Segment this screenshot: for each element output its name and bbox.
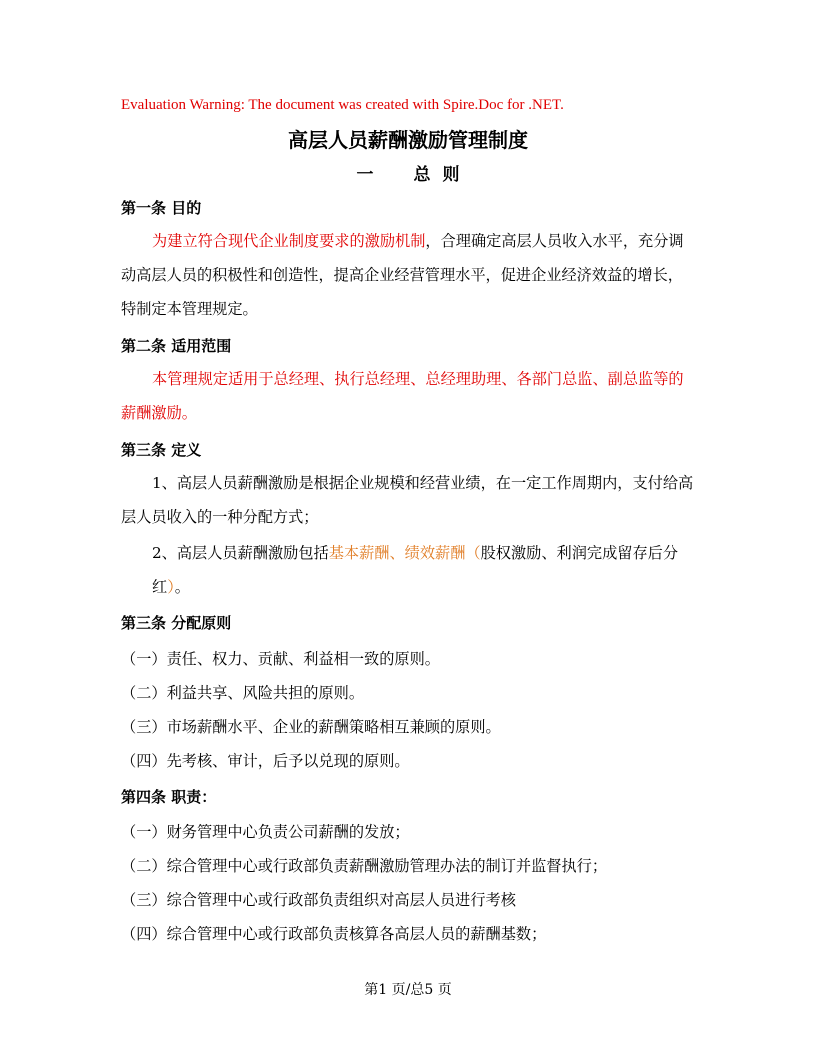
article-1-paragraph (121, 224, 697, 326)
article-4-heading: 第三条 分配原则 (121, 614, 232, 632)
article-3-item-2-orange-2: ） (167, 578, 175, 596)
article-3-item-1-text: 1、高层人员薪酬激励是根据企业规模和经营业绩，在一定工作周期内，支付给高层人员收入的一种分配方式； (121, 474, 694, 526)
article-3-item-2-end: 。 (174, 578, 190, 596)
principle-item: （四）先考核、审计，后予以兑现的原则。 (121, 752, 410, 770)
chapter-name-first: 总 (413, 165, 431, 185)
page-footer: 第1 页/总5 页 (364, 982, 452, 998)
duty-item: （四）综合管理中心或行政部负责核算各高层人员的薪酬基数； (121, 925, 547, 943)
article-1-heading: 第一条 目的 (121, 199, 202, 217)
article-1-text: ，合理确定高层人员收入水平，充分调动高层人员的积极性和创造性，提高企业经营管理水平，促进企业经济效益的增长，特制定本管理规定。 (121, 232, 684, 318)
article-3-item-1 (121, 466, 697, 534)
principle-item: （三）市场薪酬水平、企业的薪酬策略相互兼顾的原则。 (121, 718, 501, 736)
article-3-heading: 第三条 定义 (121, 441, 202, 459)
duty-item: （一）财务管理中心负责公司薪酬的发放； (121, 823, 410, 841)
chapter-name-second: 则 (442, 165, 460, 185)
chapter-number: 一 (356, 165, 374, 185)
article-5-heading: 第四条 职责： (121, 788, 217, 806)
article-1-red-text: 为建立符合现代企业制度要求的激励机制 (152, 232, 426, 250)
duty-item: （三）综合管理中心或行政部负责组织对高层人员进行考核 (121, 891, 516, 909)
document-title: 高层人员薪酬激励管理制度 (288, 128, 528, 152)
article-3-item-2-prefix: 2、高层人员薪酬激励包括 (152, 544, 329, 562)
article-3-item-2 (152, 536, 697, 604)
chapter-heading (0, 160, 816, 185)
article-2-heading: 第二条 适用范围 (121, 337, 232, 355)
evaluation-warning: Evaluation Warning: The document was created with Spire.Doc for .NET. (121, 97, 564, 113)
principle-item: （一）责任、权力、贡献、利益相一致的原则。 (121, 650, 440, 668)
principle-item: （二）利益共享、风险共担的原则。 (121, 684, 364, 702)
duty-item: （二）综合管理中心或行政部负责薪酬激励管理办法的制订并监督执行； (121, 857, 607, 875)
article-3-item-2-orange-1: 基本薪酬、绩效薪酬（ (328, 544, 481, 562)
article-3-item-2-black: 股权激励、利润完成留存后分红 (152, 544, 679, 596)
article-2-paragraph (121, 362, 697, 430)
article-2-red-text: 本管理规定适用于总经理、执行总经理、总经理助理、各部门总监、副总监等的薪酬激励。 (121, 370, 684, 422)
